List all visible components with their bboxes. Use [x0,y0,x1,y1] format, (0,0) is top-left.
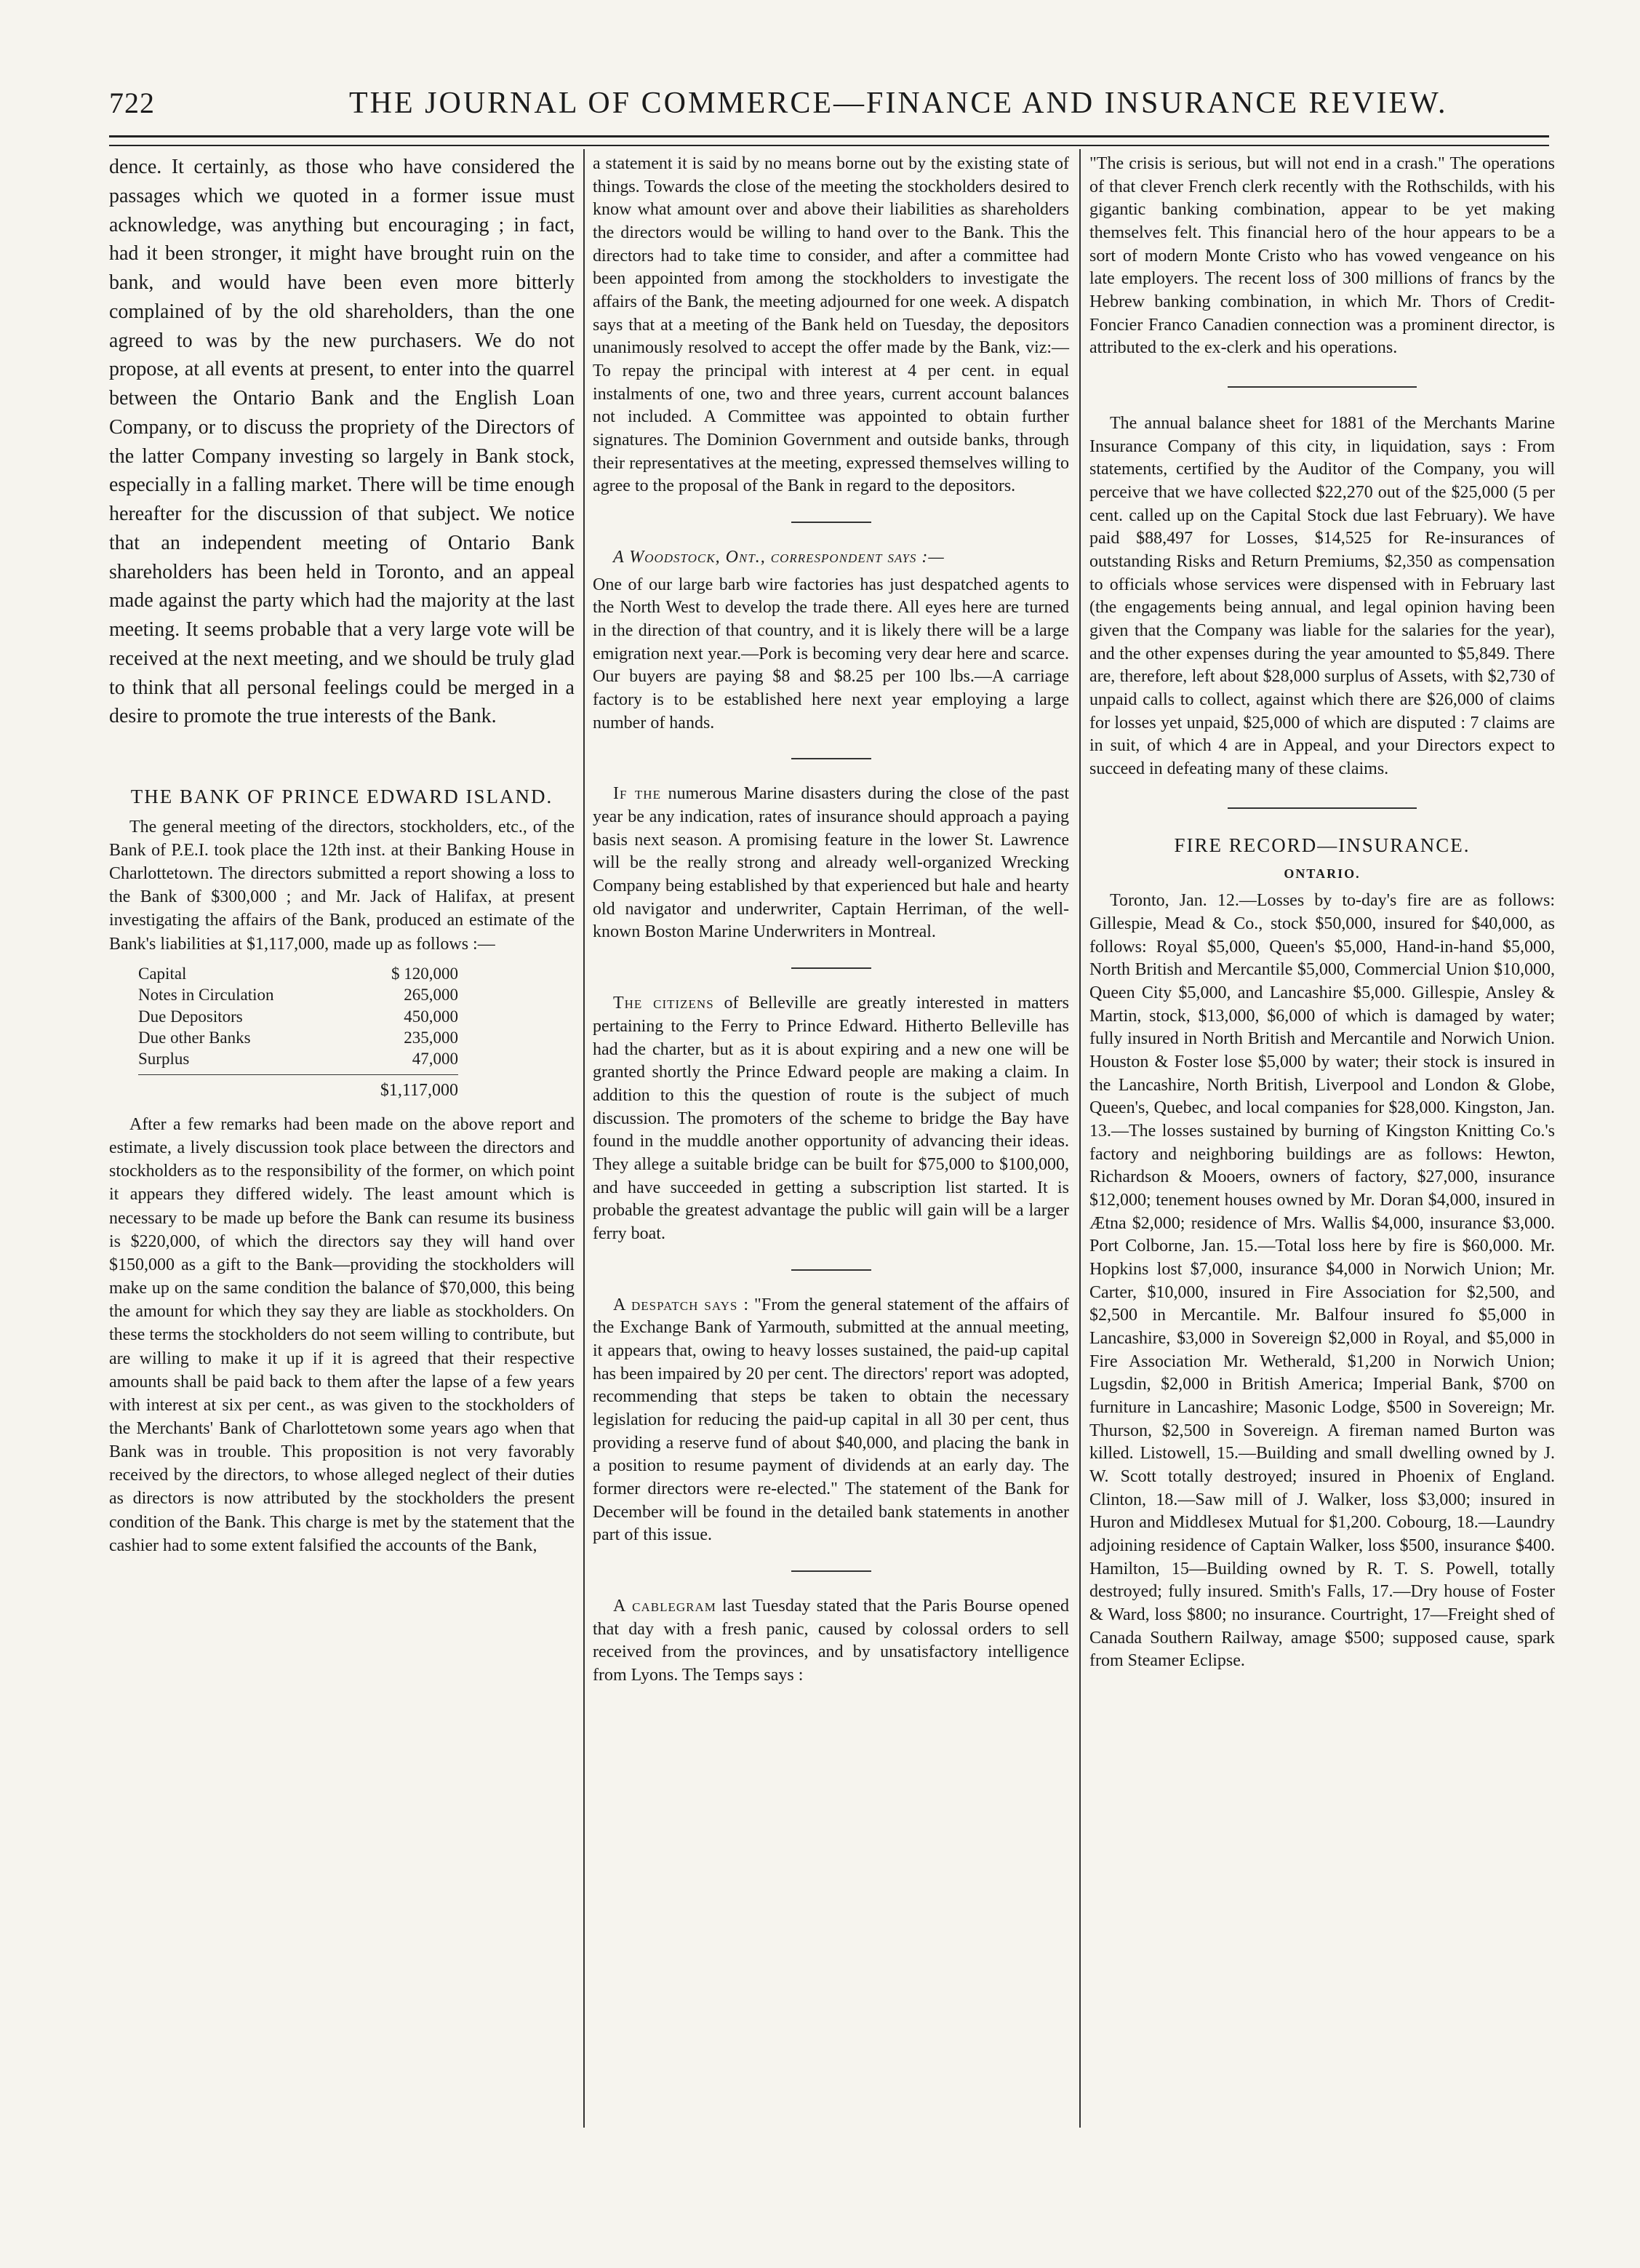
lead-in: A Woodstock, Ont., correspondent says :— [613,548,945,567]
liability-label: Due Depositors [138,1007,243,1026]
article-body: numerous Marine disasters during the close of the past year be any indication, rates of insurance should approach a paying basis next season. A promising feature in the lower St. Lawrence will be the really strong and already well-organized Wrecking Company being established by that experienced but hale and hearty old navigator and underwriter, Captain Herriman, of the well-known Boston Marine Underwriters in Montreal. [593,784,1070,942]
lead-in: The citizens [613,994,714,1013]
page-number: 722 [109,87,155,119]
separator-rule [791,1269,871,1271]
article-text [593,992,1069,1245]
liability-value: $ 120,000 [391,964,458,983]
column-divider [1079,149,1081,2128]
article-text: The general meeting of the directors, stockholders, etc., of the Bank of P.E.I. took place the 12th inst. at their Banking House in Charlottetown. The directors submitted a report showing a loss to the Bank of $300,000 ; and Mr. Jack of Halifax, at present investigating the affairs of the Bank, produced an estimate of the Bank's liabilities at $1,117,000, made up as follows :— [109,817,575,954]
header-rule [109,135,1549,146]
article-text: a statement it is said by no means borne out by the existing state of things. Towards the close of the meeting the stockholders desired to know what amount over and above their liabilities as shareholders the directors would be willing to hand over to the Bank. This the directors had to take time to consider, and after a committee had been appointed from among the stockholders to investigate the affairs of the Bank, the meeting adjourned for one week. A dispatch says that at a meeting of the Bank held on Tuesday, the depositors unanimously resolved to accept the offer made by the Bank, viz:—To repay the principal with interest at 4 per cent. in equal instalments of one, two and three years, current account balances not included. A Committee was appointed to obtain further signatures. The Dominion Government and outside banks, through their representatives at the meeting, expressed themselves willing to agree to the proposal of the Bank in regard to the depositors. [593,154,1069,496]
article-text: One of our large barb wire factories has just despatched agents to the North West to develop the trade there. All eyes here are turned in the direction of that country, and it is likely there will be a large emigration next year.—Pork is becoming very dear here and scarce. Our buyers are paying $8 and $8.25 per 100 lbs.—A carriage factory is to be established here next year employing a large number of hands. [593,575,1069,732]
section-heading: FIRE RECORD—INSURANCE. [1174,834,1471,856]
article-text: After a few remarks had been made on the above report and estimate, a lively discussion took place between the directors and stockholders as to the responsibility of the former, on which point it appears they differed widely. The least amount which is necessary to be made up before the Bank can resume its business is $220,000, of which the directors say they will hand over $150,000 as a gift to the Bank—providing the stockholders will make up on the same condition the balance of $70,000, this being the amount for which they say they are liable as stockholders. On these terms the stockholders do not seem willing to contribute, but are willing to make it up if it is agreed that their respective amounts shall be paid back to them after the lapse of a few years with interest at six per cent., as was given to the stockholders of the Merchants' Bank of Charlottetown some years ago when that Bank was in trouble. This proposition is not very favorably received by the directors, to whose alleged neglect of their duties as directors is now attributed by the stockholders the present condition of the Bank. This charge is met by the statement that the cashier had to some extent falsified the accounts of the Bank, [109,1114,575,1555]
liability-label: Surplus [138,1050,190,1069]
liability-row [138,1048,458,1069]
liability-label: Notes in Circulation [138,986,274,1005]
column-2 [593,153,1069,1692]
liability-row [138,1006,458,1027]
article-text [593,1294,1069,1547]
article-text [593,546,1069,570]
article-text: The annual balance sheet for 1881 of the Merchants Marine Insurance Company of this city, in liquidation, says : From statements, certified by the Auditor of the Company, you will perceive that we have collected $22,270 out of the $25,000 (5 per cent. called up on the Capital Stock due last February). We have paid $88,497 for Losses, $14,525 for Re-insurances of outstanding Risks and Return Premiums, $2,350 as compensation to officials whose services were dispensed with in February last (the engagements being annual, and legal opinion having been given that the Company was liable for the salaries for the year), and the other expenses during the year amounted to $5,849. There are, therefore, left about $28,000 surplus of Assets, with $2,730 of unpaid calls to collect, against which there are $26,000 of claims for losses yet unpaid, $25,000 of which are disputed : 7 claims are in suit, of which 4 are in Appeal, and your Directors expect to succeed in defeating many of these claims. [1089,414,1555,779]
article-text [593,783,1069,944]
article-body: "From the general statement of the affairs of the Exchange Bank of Yarmouth, submitted at the annual meeting, it appears that, owing to heavy losses sustained, the paid-up capital has been impaired by 20 per cent. The directors' report was adopted, recommending that steps be taken to obtain the necessary legislation for reducing the paid-up capital in all 30 per cent, thus providing a reserve fund of about $40,000, and placing the bank in a position to resume payment of dividends at an early day. The former directors were re-elected." The statement of the Bank for December will be found in the detailed bank statements in another part of this issue. [593,1295,1070,1545]
liabilities-table [138,963,458,1070]
article-heading: THE BANK OF PRINCE EDWARD ISLAND. [130,786,553,807]
separator-rule [791,758,871,759]
section-subheading: ONTARIO. [1284,866,1361,881]
liability-row [138,984,458,1005]
liability-value: 47,000 [412,1050,458,1069]
article-text: Toronto, Jan. 12.—Losses by to-day's fire are as follows: Gillespie, Mead & Co., stock $50,000, insured for $40,000, as follows: Royal $5,000, Queen's $5,000, Hand-in-hand $5,000, North British and Mercantile $5,000, Commercial Union $10,000, Queen City $5,000, and Lancashire $5,000. Gillespie, Ansley & Martin, stock, $13,000, $6,000 of which is damaged by water; fully insured in North British and Mercantile and Norwich Union. Houston & Foster lose $5,000 by water; their stock is insured in the Lancashire, North British, Liverpool and London & Globe, Queen's, Quebec, and local companies for $28,000. Kingston, Jan. 13.—The losses sustained by burning of Kingston Knitting Co.'s factory and neighboring buildings are as follows: Hewton, Richardson & Mooers, owners of factory, $27,000, insurance $12,000; tenement houses owned by Mr. Doran $4,000, insured in Ætna $2,000; residence of Mrs. Wallis $4,000, insurance $3,000. Port Colborne, Jan. 15.—Total loss here by fire is $60,000. Mr. Hopkins lost $7,000, insurance $4,000 in Norwich Union; Mr. Carter, $10,000, insured in Fire Association for $2,500, and $2,500 in Mercantile. Mr. Balfour insured fo $5,000 in Lancashire, $3,000 in Sovereign $2,000 in Royal, and $5,000 in Fire Association Mr. Wetherald, $1,200 in Norwich Union; Lugsdin, $2,000 in British America; Imperial Bank, $700 on furniture in Lancashire; Masonic Lodge, $500 in Sovereign; Mr. Thurson, $2,500 in Sovereign. A fireman named Burton was killed. Listowell, 15.—Building and small dwelling owned by J. W. Scott totally destroyed; insured in Phoenix of England. Clinton, 18.—Saw mill of J. Walker, loss $3,000; insured in Huron and Middlesex Mutual for $1,200. Cobourg, 18.—Laundry adjoining residence of Captain Walker, loss $500, insurance $400. Hamilton, 15—Building owned by R. T. S. Powell, totally destroyed; fully insured. Smith's Falls, 17.—Dry house of Foster & Ward, loss $800; no insurance. Courtright, 17—Freight shed of Canada Southern Railway, amage $500; supposed cause, spark from Steamer Eclipse. [1089,891,1555,1671]
article-text: dence. It certainly, as those who have considered the passages which we quoted in a former issue must acknowledge, was anything but encouraging ; in fact, had it been stronger, it might have brought ruin on the bank, and would have been even more bitterly complained of by the old shareholders, than the one agreed to was by the new purchasers. We do not propose, at all events at present, to enter into the quarrel between the Ontario Bank and the English Loan Company, or to discuss the propriety of the Directors of the latter Company investing so largely in Bank stock, especially in a falling market. There will be time enough hereafter for the discussion of that subject. We notice that an independent meeting of Ontario Bank shareholders has been held in Toronto, and an appeal made against the party which had the majority at the last meeting. It seems probable that a very large vote will be received at the next meeting, and we should be truly glad to think that all personal feelings could be merged in a desire to promote the true interests of the Bank. [109,156,575,728]
article-text [593,1595,1069,1688]
liability-value: 450,000 [404,1007,458,1026]
separator-rule [791,522,871,523]
column-1 [109,153,575,1562]
separator-rule [1228,807,1417,809]
article-body: last Tuesday stated that the Paris Bourse opened that day with a fresh panic, caused by colossal orders to sell received from the provinces, and by unsatisfactory intelligence from Lyons. The Temps says : [593,1596,1069,1685]
liability-value: 235,000 [404,1029,458,1047]
liability-value: 265,000 [404,986,458,1005]
separator-rule [791,1570,871,1572]
column-3 [1089,153,1555,1677]
lead-in: A despatch says : [613,1295,750,1314]
journal-title: THE JOURNAL OF COMMERCE—FINANCE AND INSURANCE REVIEW. [349,87,1448,120]
liability-label: Capital [138,964,187,983]
liabilities-total: $1,117,000 [138,1074,458,1103]
liability-label: Due other Banks [138,1029,251,1047]
article-text: "The crisis is serious, but will not end in a crash." The operations of that clever French clerk recently with the Rothschilds, with his gigantic banking combination, appear to be yet making themselves felt. This financial hero of the hour appears to be a sort of modern Monte Cristo who has vowed vengeance on his late employers. The recent loss of 300 millions of francs by the Hebrew banking combination, in which Mr. Thors of Credit-Foncier Franco Canadien connection was a prominent director, is attributed to the ex-clerk and his operations. [1089,154,1555,358]
liability-row [138,963,458,984]
masthead [109,86,1549,129]
separator-rule [791,967,871,969]
liability-row [138,1027,458,1048]
separator-rule [1228,386,1417,388]
column-divider [583,149,585,2128]
article-body: of Belleville are greatly interested in matters pertaining to the Ferry to Prince Edward. Hitherto Belleville has had the charter, but as it is about expiring and a new one will be granted shortly the Prince Edward people are making a claim. In addition to this the question of route is the subject of much discussion. The promoters of the scheme to bridge the Bay have found in the muddle another opportunity of advancing their ideas. They allege a suitable bridge can be built for $75,000 to $100,000, and have succeeded in getting a subscription list started. It is probable the greatest advantage the public will gain will be a larger ferry boat. [593,994,1070,1243]
lead-in: If the [613,784,661,804]
lead-in: A cablegram [613,1596,716,1616]
